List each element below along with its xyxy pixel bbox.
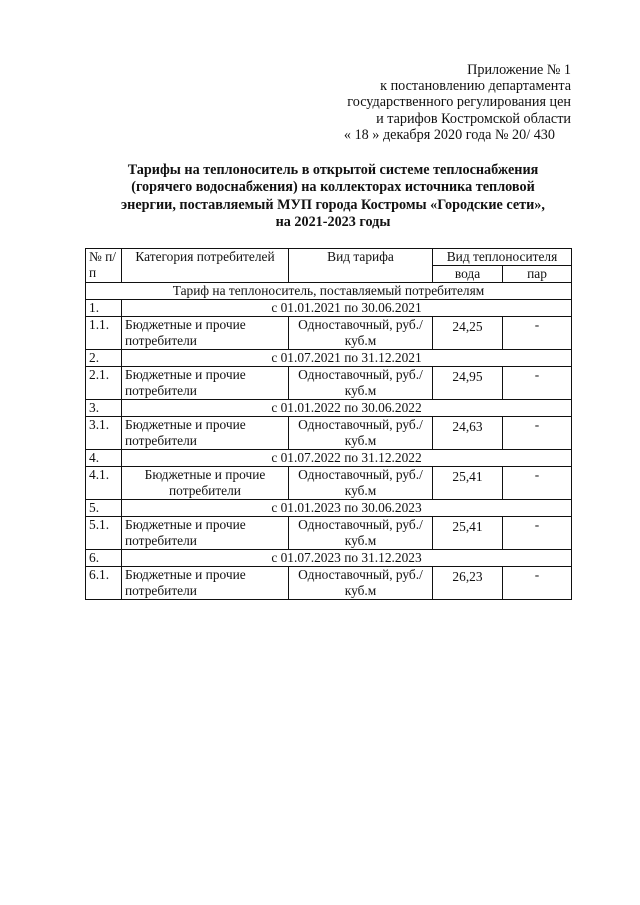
period-label: с 01.01.2022 по 30.06.2022	[122, 400, 572, 417]
water-value-text: 24,63	[452, 419, 483, 434]
row-num: 4.1.	[86, 467, 122, 500]
period-row	[86, 550, 572, 567]
row-category: Бюджетные и прочие потребители	[122, 367, 289, 400]
row-num: 5.1.	[86, 517, 122, 550]
row-tariff: Одноставочный, руб./куб.м	[289, 317, 433, 350]
row-water-value	[433, 567, 503, 600]
header-tariff-type: Вид тарифа	[289, 249, 433, 283]
tariff-row	[86, 567, 572, 600]
period-num: 5.	[86, 500, 122, 517]
section-title: Тариф на теплоноситель, поставляемый потребителям	[86, 283, 572, 300]
period-label: с 01.07.2021 по 31.12.2021	[122, 350, 572, 367]
period-row	[86, 300, 572, 317]
period-num: 4.	[86, 450, 122, 467]
water-value-text: 25,41	[452, 469, 483, 484]
tariff-row	[86, 317, 572, 350]
appendix-block	[271, 62, 571, 143]
row-steam-value: -	[503, 367, 572, 400]
row-water-value	[433, 417, 503, 450]
header-num: № п/п	[86, 249, 122, 283]
period-row	[86, 400, 572, 417]
row-steam-value: -	[503, 517, 572, 550]
row-num: 2.1.	[86, 367, 122, 400]
row-water-value	[433, 317, 503, 350]
header-steam: пар	[503, 266, 572, 283]
appendix-line: государственного регулирования цен	[347, 94, 571, 111]
water-value-text: 25,41	[452, 519, 483, 534]
row-tariff: Одноставочный, руб./куб.м	[289, 367, 433, 400]
row-category: Бюджетные и прочие потребители	[122, 517, 289, 550]
period-row	[86, 350, 572, 367]
row-num: 6.1.	[86, 567, 122, 600]
appendix-line: Приложение № 1	[467, 62, 571, 78]
period-num: 6.	[86, 550, 122, 567]
row-water-value	[433, 467, 503, 500]
document-title	[60, 162, 606, 231]
period-label: с 01.01.2023 по 30.06.2023	[122, 500, 572, 517]
water-value-text: 26,23	[452, 569, 483, 584]
title-line: энергии, поставляемый МУП города Костромы «Городские сети»,	[121, 196, 545, 213]
period-row	[86, 450, 572, 467]
title-line: Тарифы на теплоноситель в открытой системе теплоснабжения	[127, 162, 539, 178]
tariff-row	[86, 517, 572, 550]
appendix-line: и тарифов Костромской области	[376, 110, 571, 127]
period-num: 3.	[86, 400, 122, 417]
row-steam-value: -	[503, 317, 572, 350]
title-line: на 2021-2023 годы	[275, 213, 391, 230]
period-num: 1.	[86, 300, 122, 317]
water-value-text: 24,25	[452, 319, 483, 334]
tariff-table	[85, 248, 572, 600]
row-water-value	[433, 367, 503, 400]
header-category: Категория потребителей	[122, 249, 289, 283]
period-label: с 01.07.2022 по 31.12.2022	[122, 450, 572, 467]
row-category: Бюджетные и прочие потребители	[122, 567, 289, 600]
row-steam-value: -	[503, 467, 572, 500]
row-tariff: Одноставочный, руб./куб.м	[289, 517, 433, 550]
header-water: вода	[433, 266, 503, 283]
appendix-line: к постановлению департамента	[380, 78, 571, 95]
header-carrier: Вид теплоносителя	[433, 249, 572, 266]
period-row	[86, 500, 572, 517]
tariff-row	[86, 367, 572, 400]
tariff-row	[86, 417, 572, 450]
title-line: (горячего водоснабжения) на коллекторах источника тепловой	[131, 179, 535, 196]
period-label: с 01.07.2023 по 31.12.2023	[122, 550, 572, 567]
row-category: Бюджетные и прочие потребители	[122, 317, 289, 350]
period-label: с 01.01.2021 по 30.06.2021	[122, 300, 572, 317]
row-category: Бюджетные и прочие потребители	[122, 467, 289, 500]
row-num: 1.1.	[86, 317, 122, 350]
water-value-text: 24,95	[452, 369, 483, 384]
tariff-row	[86, 467, 572, 500]
row-steam-value: -	[503, 417, 572, 450]
row-category: Бюджетные и прочие потребители	[122, 417, 289, 450]
row-num: 3.1.	[86, 417, 122, 450]
row-tariff: Одноставочный, руб./куб.м	[289, 467, 433, 500]
row-tariff: Одноставочный, руб./куб.м	[289, 567, 433, 600]
appendix-line: « 18 » декабря 2020 года № 20/ 430	[343, 126, 555, 143]
row-steam-value: -	[503, 567, 572, 600]
row-water-value	[433, 517, 503, 550]
period-num: 2.	[86, 350, 122, 367]
row-tariff: Одноставочный, руб./куб.м	[289, 417, 433, 450]
